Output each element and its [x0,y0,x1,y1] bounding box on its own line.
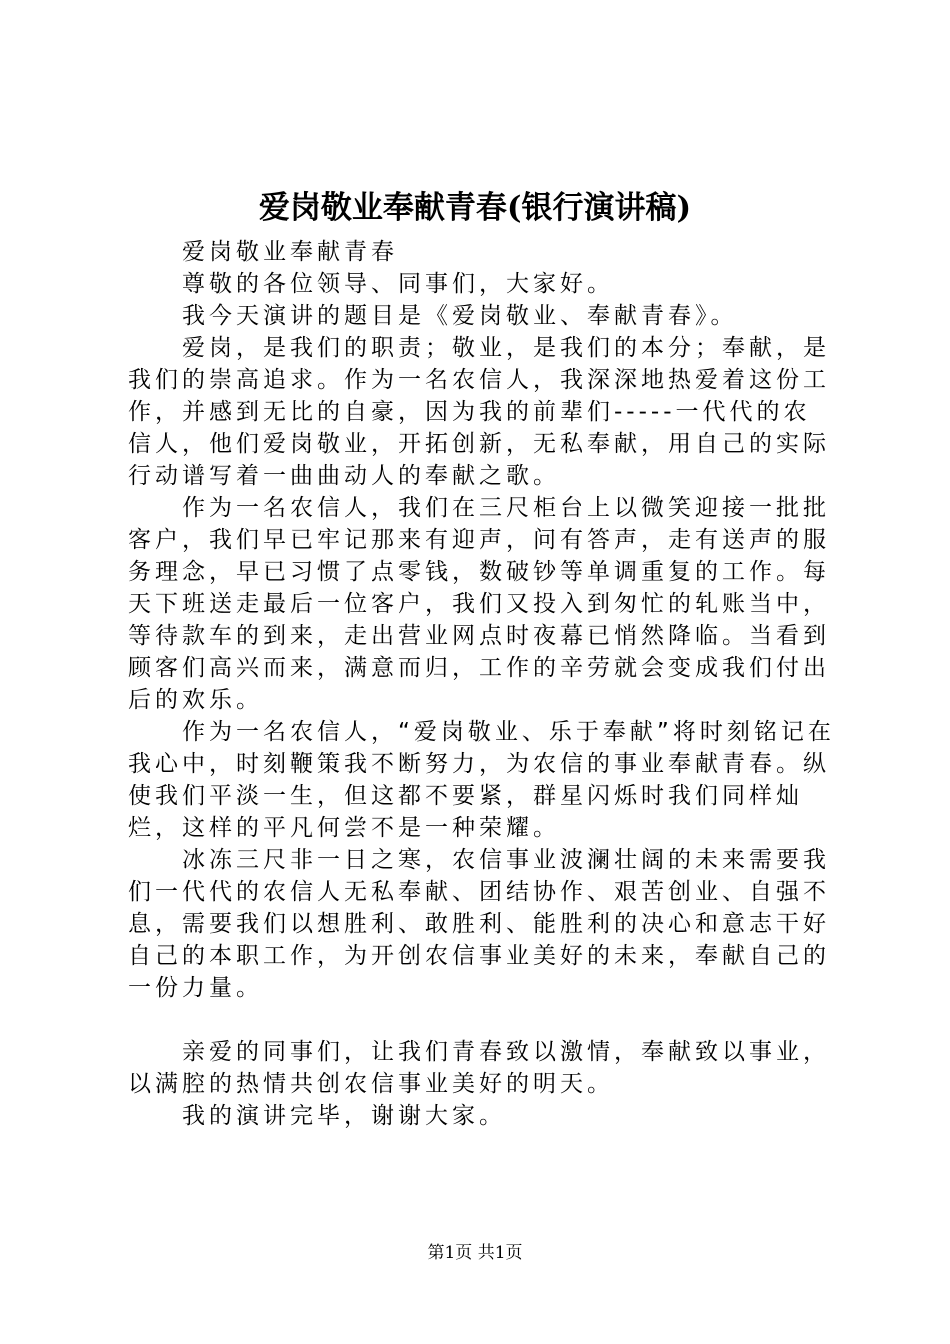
document-title: 爱岗敬业奉献青春(银行演讲稿) [258,190,692,226]
paragraph-body: 作为一名农信人，“爱岗敬业、乐于奉献”将时刻铭记在我心中，时刻鞭策我不断努力，为农信的事业奉献青春。纵使我们平淡一生，但这都不要紧，群星闪烁时我们同样灿烂，这样的平凡何尝不是一种荣耀。 [128,719,835,841]
paragraph-body: 作为一名农信人，我们在三尺柜台上以微笑迎接一批批客户，我们早已牢记那来有迎声，问有答声，走有送声的服务理念，早已习惯了点零钱，数破钞等单调重复的工作。每天下班送走最后一位客户，我们又投入到匆忙的轧账当中，等待款车的到来，走出营业网点时夜幕已悄然降临。当看到顾客们高兴而来，满意而归，工作的辛劳就会变成我们付出后的欢乐。 [128,495,830,713]
paragraph-body: 冰冻三尺非一日之寒，农信事业波澜壮阔的未来需要我们一代代的农信人无私奉献、团结协作、艰苦创业、自强不息，需要我们以想胜利、敢胜利、能胜利的决心和意志干好自己的本职工作，为开创农信事业美好的未来，奉献自己的一份力量。 [128,847,830,1001]
paragraph-spacer [128,1004,836,1036]
paragraph-subtitle: 爱岗敬业奉献青春 [182,239,398,265]
paragraph-greeting: 尊敬的各位领导、同事们，大家好。 [182,271,614,297]
paragraph-closing: 亲爱的同事们，让我们青春致以激情，奉献致以事业，以满腔的热情共创农信事业美好的明天。 [128,1039,830,1097]
paragraph-thanks: 我的演讲完毕，谢谢大家。 [182,1103,506,1129]
paragraph-body: 爱岗，是我们的职责；敬业，是我们的本分；奉献，是我们的崇高追求。作为一名农信人，我深深地热爱着这份工作，并感到无比的自豪，因为我的前辈们-----一代代的农信人，他们爱岗敬业，开拓创新，无私奉献，用自己的实际行动谱写着一曲曲动人的奉献之歌。 [128,335,830,489]
document-body [128,236,836,1132]
paragraph-topic: 我今天演讲的题目是《爱岗敬业、奉献青春》。 [182,303,738,329]
page-footer: 第1页 共1页 [427,1243,523,1263]
